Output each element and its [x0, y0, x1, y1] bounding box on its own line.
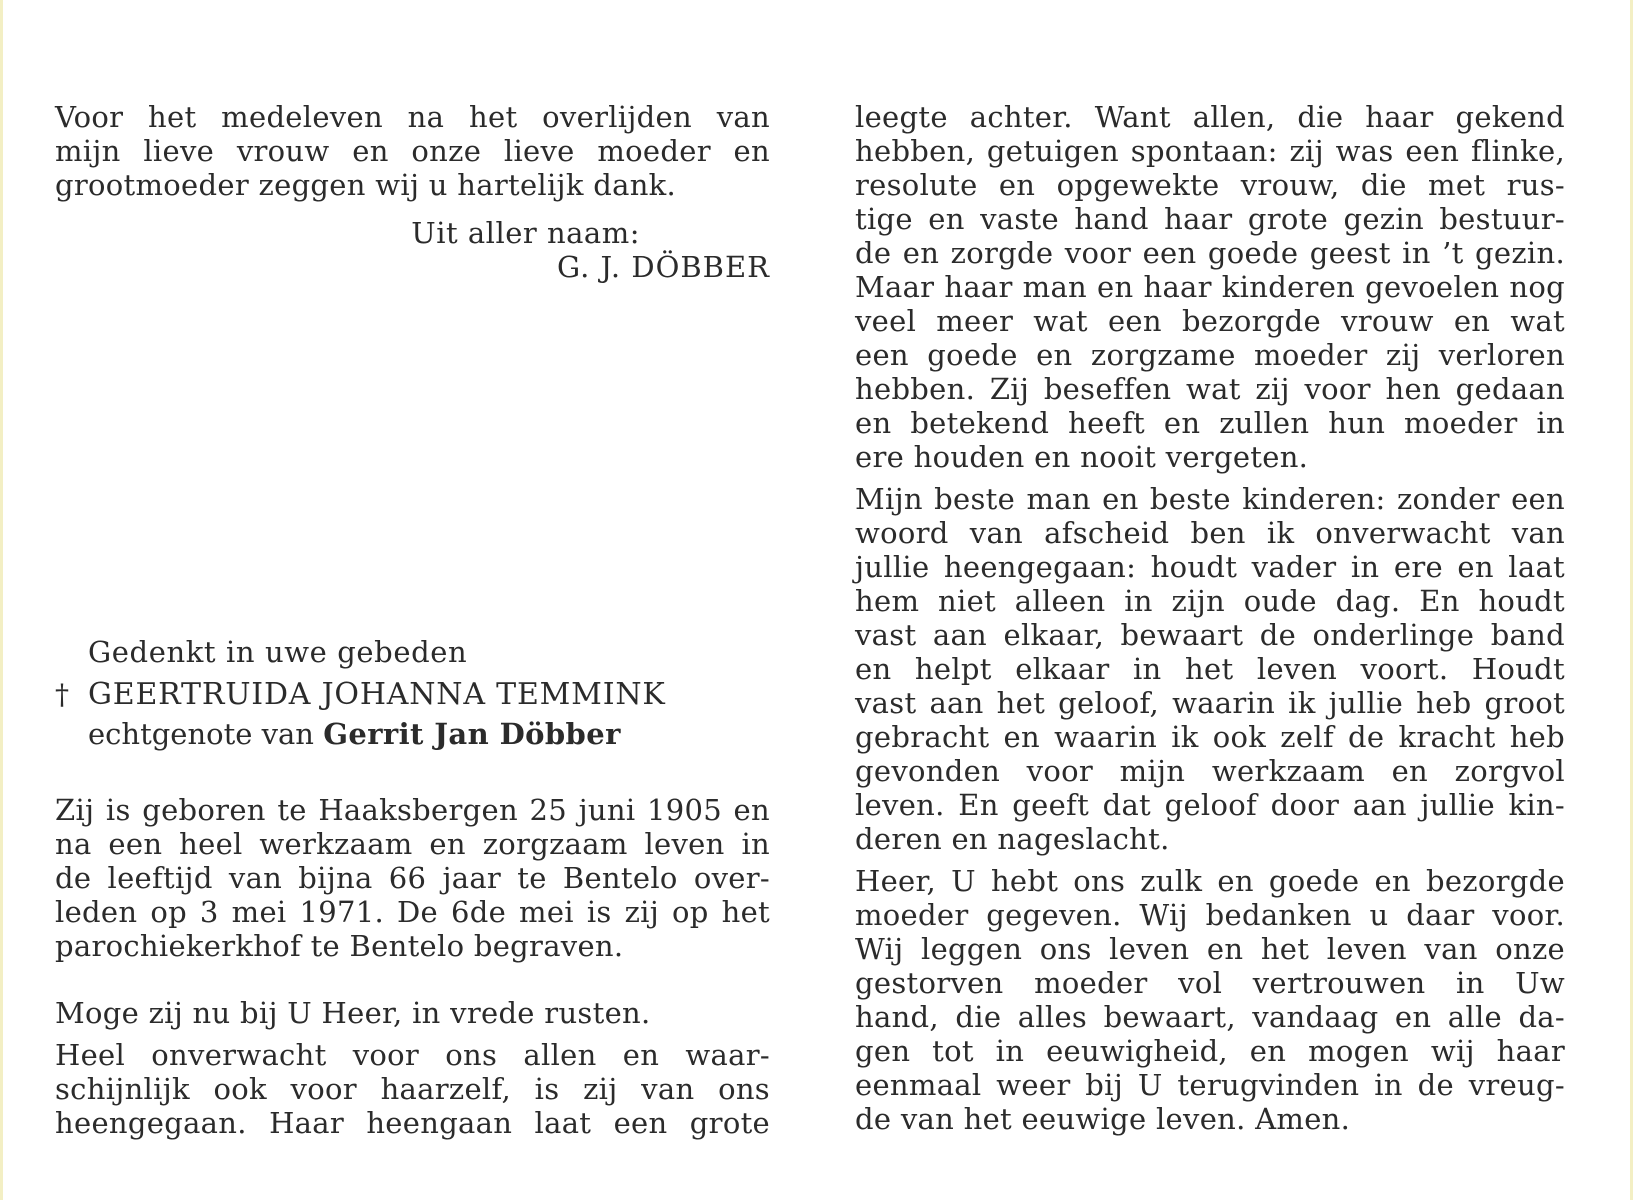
signature-label: Uit aller naam: — [411, 216, 640, 250]
spouse-line — [55, 717, 770, 751]
last-words-line: hem niet alleen in zijn oude dag. En houdt — [855, 584, 1565, 618]
bio-line: na een heel werkzaam en zorgzaam leven in — [55, 827, 770, 861]
closing-prayer-line: Heer, U hebt ons zulk en goede en bezorgde — [855, 864, 1565, 898]
thanks-line: Voor het medeleven na het overlijden van — [55, 100, 770, 134]
closing-prayer-line: eenmaal weer bij U terugvinden in de vreug- — [855, 1068, 1565, 1102]
thanks-paragraph — [55, 100, 770, 202]
closing-prayer-line: hand, die alles bewaart, vandaag en alle da- — [855, 1000, 1565, 1034]
prayer-section — [55, 996, 770, 1140]
closing-prayer-line: Wij leggen ons leven en het leven van onze — [855, 932, 1565, 966]
tribute-line: resolute en opgewekte vrouw, die met rus- — [855, 168, 1565, 202]
signature-name: G. J. DÖBBER — [556, 250, 770, 284]
bio-line: parochiekerkhof te Bentelo begraven. — [55, 929, 624, 963]
farewell-paragraph — [55, 1038, 770, 1140]
bio-line: de leeftijd van bijna 66 jaar te Bentelo over- — [55, 861, 770, 895]
tribute-line: en betekend heeft en zullen hun moeder in — [855, 406, 1565, 440]
farewell-line: schijnlijk ook voor haarzelf, is zij van ons — [55, 1072, 770, 1106]
right-column — [855, 100, 1565, 1136]
bio-line: leden op 3 mei 1971. De 6de mei is zij op het — [55, 895, 770, 929]
farewell-line: Heel onverwacht voor ons allen en waar- — [55, 1038, 770, 1072]
tribute-line: een goede en zorgzame moeder zij verloren — [855, 338, 1565, 372]
spouse-name: Gerrit Jan Döbber — [323, 717, 621, 751]
deceased-name: GEERTRUIDA JOHANNA TEMMINK — [88, 677, 666, 712]
thanks-line: grootmoeder zeggen wij u hartelijk dank. — [55, 168, 677, 202]
last-words-line: gebracht en waarin ik ook zelf de kracht heb — [855, 720, 1565, 754]
last-words-line: gevonden voor mijn werkzaam en zorgvol — [855, 754, 1565, 788]
bio-line: Zij is geboren te Haaksbergen 25 juni 1905 en — [55, 793, 770, 827]
memorial-header — [55, 635, 770, 751]
tribute-line: ere houden en nooit vergeten. — [855, 440, 1309, 474]
last-words-line: jullie heengegaan: houdt vader in ere en laat — [855, 550, 1565, 584]
last-words-line: deren en nageslacht. — [855, 822, 1170, 856]
closing-prayer-line: gen tot in eeuwigheid, en mogen wij haar — [855, 1034, 1565, 1068]
tribute-line: de en zorgde voor een goede geest in ’t gezin. — [855, 236, 1565, 270]
closing-prayer-line: gestorven moeder vol vertrouwen in Uw — [855, 966, 1565, 1000]
last-words-line: leven. En geeft dat geloof door aan jullie kin- — [855, 788, 1565, 822]
tribute-line: Maar haar man en haar kinderen gevoelen nog — [855, 270, 1565, 304]
spouse-prefix: echtgenote van — [88, 717, 314, 751]
last-words-paragraph — [855, 482, 1565, 856]
tribute-line: hebben. Zij beseffen wat zij voor hen gedaan — [855, 372, 1565, 406]
last-words-line: woord van afscheid ben ik onverwacht van — [855, 516, 1565, 550]
tribute-line: hebben, getuigen spontaan: zij was een flinke, — [855, 134, 1565, 168]
remember-prayer-line: Gedenkt in uwe gebeden — [88, 635, 468, 669]
closing-prayer-paragraph — [855, 864, 1565, 1136]
biography-paragraph — [55, 793, 770, 963]
last-words-line: vast aan het geloof, waarin ik jullie heb groot — [855, 686, 1565, 720]
deceased-name-line — [55, 675, 770, 715]
tribute-line: leegte achter. Want allen, die haar gekend — [855, 100, 1565, 134]
tribute-paragraph — [855, 100, 1565, 474]
card-edge-left — [0, 0, 3, 1200]
tribute-line: tige en vaste hand haar grote gezin bestuur- — [855, 202, 1565, 236]
last-words-line: vast aan elkaar, bewaart de onderlinge band — [855, 618, 1565, 652]
rest-in-peace-line: Moge zij nu bij U Heer, in vrede rusten. — [55, 996, 651, 1030]
last-words-line: Mijn beste man en beste kinderen: zonder een — [855, 482, 1565, 516]
closing-prayer-line: de van het eeuwige leven. Amen. — [855, 1102, 1351, 1136]
cross-icon: † — [55, 678, 70, 711]
thanks-section — [55, 100, 770, 284]
closing-prayer-line: moeder gegeven. Wij bedanken u daar voor. — [855, 898, 1565, 932]
tribute-line: veel meer wat een bezorgde vrouw en wat — [855, 304, 1565, 338]
farewell-line: heengegaan. Haar heengaan laat een grote — [55, 1106, 770, 1140]
last-words-line: en helpt elkaar in het leven voort. Houdt — [855, 652, 1565, 686]
thanks-line: mijn lieve vrouw en onze lieve moeder en — [55, 134, 770, 168]
